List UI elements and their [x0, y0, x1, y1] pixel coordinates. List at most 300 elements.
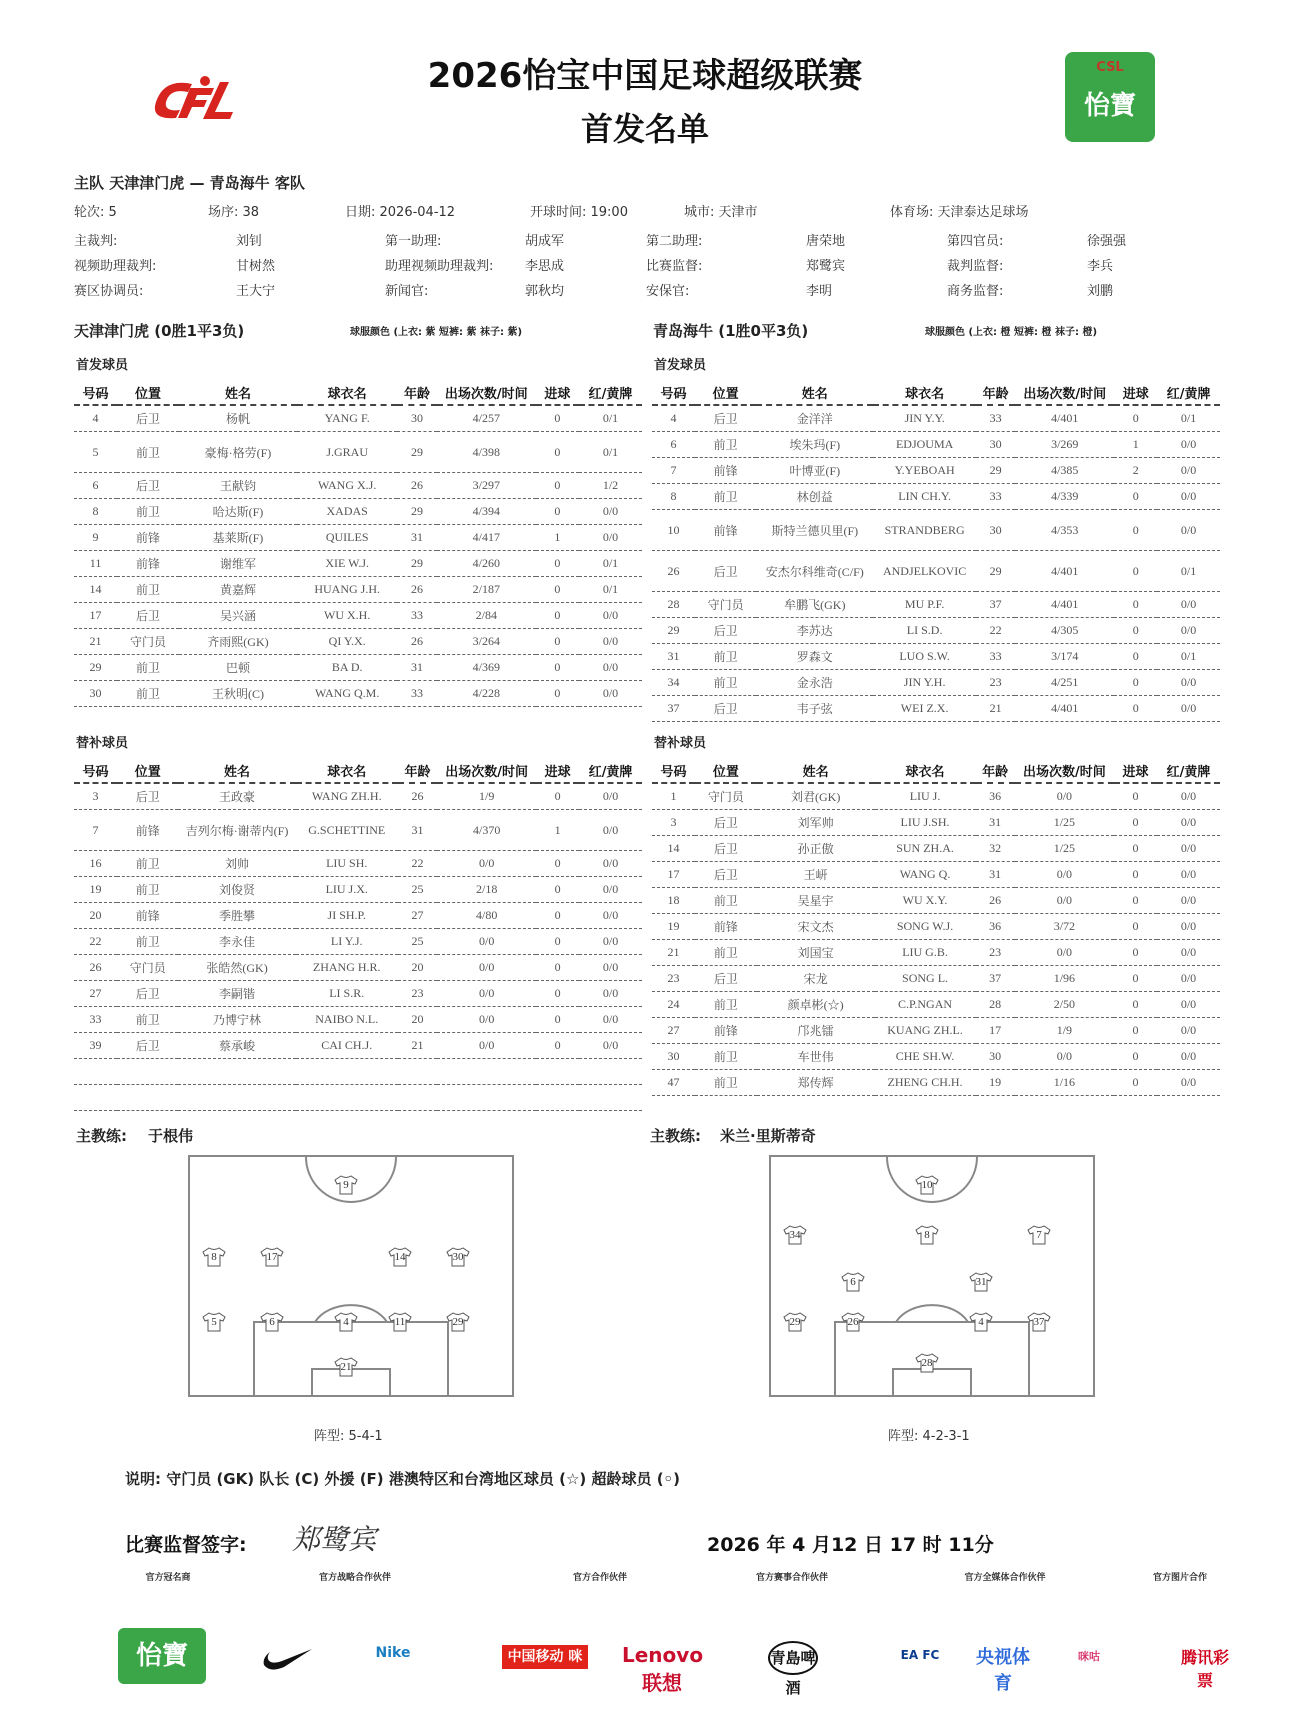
shirt-number: 7 — [1036, 1229, 1042, 1241]
official-label: 助理视频助理裁判: — [385, 259, 494, 274]
player-cell: 后卫 — [695, 551, 756, 592]
player-cell: 0/0 — [579, 1033, 642, 1059]
official-label: 第四官员: — [947, 234, 1004, 249]
player-cell: 后卫 — [695, 862, 757, 888]
player-cell: ANDJELKOVIC — [873, 551, 976, 592]
player-cell: QUILES — [297, 525, 397, 551]
sponsor-caption: 官方全媒体合作伙伴 — [964, 1573, 1046, 1583]
player-cell: 33 — [397, 603, 436, 629]
player-row — [74, 499, 642, 525]
player-row — [74, 405, 642, 432]
player-cell: J.GRAU — [297, 432, 397, 473]
player-cell: 3 — [74, 783, 117, 810]
player-cell: 3/72 — [1015, 914, 1114, 940]
player-cell: 0/0 — [1157, 862, 1220, 888]
player-shirt — [388, 1247, 412, 1267]
player-cell: 21 — [74, 629, 117, 655]
player-cell: 前卫 — [117, 877, 179, 903]
player-shirt — [783, 1225, 807, 1245]
player-cell: CHE SH.W. — [875, 1044, 976, 1070]
column-header: 球衣名 — [873, 380, 976, 405]
player-row — [74, 525, 642, 551]
column-header: 出场次数/时间 — [1015, 380, 1114, 405]
player-cell: 21 — [976, 696, 1015, 722]
home-starters-table — [74, 380, 642, 707]
player-cell: 齐雨熙(GK) — [179, 629, 297, 655]
column-header: 进球 — [1114, 758, 1157, 783]
phc-logo: 腾讯彩票 — [1180, 1648, 1229, 1690]
column-header: 位置 — [117, 380, 179, 405]
player-cell: 守门员 — [117, 955, 179, 981]
official-name: 李明 — [806, 284, 833, 299]
player-cell: 前卫 — [117, 499, 179, 525]
player-cell: 3/269 — [1015, 432, 1114, 458]
player-cell: 16 — [74, 851, 117, 877]
column-header: 进球 — [536, 758, 579, 783]
player-cell: NAIBO N.L. — [296, 1007, 398, 1033]
player-cell: 0 — [536, 955, 579, 981]
player-row — [652, 551, 1220, 592]
player-cell: 0 — [1114, 551, 1157, 592]
player-cell: 0 — [1114, 644, 1157, 670]
player-shirt — [1027, 1312, 1051, 1332]
player-cell: WANG X.J. — [297, 473, 397, 499]
player-cell: 7 — [652, 458, 695, 484]
column-header: 号码 — [74, 380, 117, 405]
player-row — [74, 577, 642, 603]
player-cell: 0/1 — [579, 551, 642, 577]
player-row — [652, 670, 1220, 696]
player-cell: 宋文杰 — [757, 914, 875, 940]
player-cell: 0/0 — [1157, 992, 1220, 1018]
player-cell: 后卫 — [695, 810, 757, 836]
player-cell: 前锋 — [695, 914, 757, 940]
player-shirt — [915, 1225, 939, 1245]
player-cell: 0/1 — [579, 405, 642, 432]
official-name: 甘树然 — [236, 259, 276, 274]
player-cell: 0/0 — [579, 877, 642, 903]
player-cell: 23 — [976, 670, 1015, 696]
player-cell: ZHENG CH.H. — [875, 1070, 976, 1096]
player-cell: 李嗣锴 — [178, 981, 295, 1007]
player-cell: 0/0 — [579, 903, 642, 929]
player-cell: 23 — [652, 966, 695, 992]
player-cell: 0/1 — [1157, 644, 1220, 670]
player-cell: ZHANG H.R. — [296, 955, 398, 981]
player-cell: 4/385 — [1015, 458, 1114, 484]
player-cell: 14 — [652, 836, 695, 862]
player-cell: 刘俊贤 — [178, 877, 295, 903]
player-shirt — [915, 1175, 939, 1195]
shirt-number: 14 — [394, 1251, 406, 1263]
player-cell: 30 — [976, 1044, 1015, 1070]
player-cell: 20 — [398, 1007, 437, 1033]
player-cell: 26 — [74, 955, 117, 981]
player-cell: 0/0 — [1157, 510, 1220, 551]
player-cell: 4/394 — [437, 499, 536, 525]
match-number: 场序: 38 — [208, 205, 260, 220]
player-cell: 19 — [652, 914, 695, 940]
player-cell: 4/339 — [1015, 484, 1114, 510]
player-cell: 23 — [976, 940, 1015, 966]
player-cell: 0 — [1114, 914, 1157, 940]
player-cell: 4/369 — [437, 655, 536, 681]
player-row — [652, 696, 1220, 722]
player-cell: 31 — [397, 655, 436, 681]
player-cell: 1 — [536, 810, 579, 851]
player-cell: 谢维军 — [179, 551, 297, 577]
player-cell: 前锋 — [695, 458, 756, 484]
shirt-number: 4 — [343, 1316, 349, 1328]
player-cell: 29 — [397, 499, 436, 525]
player-cell: 车世伟 — [757, 1044, 875, 1070]
sponsor-caption: 官方赛事合作伙伴 — [755, 1573, 828, 1583]
player-cell: 4/401 — [1015, 592, 1114, 618]
player-cell: 0 — [536, 681, 579, 707]
player-cell: 0/0 — [1157, 1044, 1220, 1070]
column-header: 进球 — [536, 380, 579, 405]
player-cell: 26 — [397, 629, 436, 655]
shirt-number: 5 — [211, 1316, 217, 1328]
column-header: 姓名 — [179, 380, 297, 405]
player-shirt — [783, 1312, 807, 1332]
player-cell: 27 — [74, 981, 117, 1007]
player-cell: 0/0 — [579, 955, 642, 981]
player-cell: 31 — [652, 644, 695, 670]
player-cell: 0/0 — [437, 1033, 536, 1059]
player-cell: 前卫 — [117, 681, 179, 707]
page-title: 2026怡宝中国足球超级联赛 — [427, 56, 863, 96]
player-cell: 0/0 — [437, 851, 536, 877]
signature-datetime: 2026 年 4 月12 日 17 时 11分 — [707, 1534, 994, 1556]
player-row — [74, 629, 642, 655]
column-header: 球衣名 — [296, 758, 398, 783]
player-cell: 豪梅·格劳(F) — [179, 432, 297, 473]
player-cell: 0 — [1114, 1044, 1157, 1070]
player-cell: 前卫 — [117, 432, 179, 473]
away-kit-colors: 球服颜色 (上衣: 橙 短裤: 橙 袜子: 橙) — [925, 327, 1098, 338]
column-header: 姓名 — [756, 380, 873, 405]
player-cell: 29 — [74, 655, 117, 681]
city: 城市: 天津市 — [684, 205, 758, 220]
player-cell: 8 — [652, 484, 695, 510]
shirt-number: 29 — [789, 1316, 801, 1328]
player-cell: 前卫 — [695, 1044, 757, 1070]
player-cell: 后卫 — [695, 836, 757, 862]
player-shirt — [202, 1247, 226, 1267]
player-cell: 0 — [536, 577, 579, 603]
player-cell: 0/0 — [1157, 484, 1220, 510]
column-header: 姓名 — [757, 758, 875, 783]
home-formation: 阵型: 5-4-1 — [314, 1429, 383, 1444]
player-cell: 1/96 — [1015, 966, 1114, 992]
shirt-number: 34 — [789, 1229, 801, 1241]
player-cell: 1 — [1114, 432, 1157, 458]
player-cell: 4/80 — [437, 903, 536, 929]
player-cell: 0/1 — [1157, 405, 1220, 432]
player-cell: 37 — [652, 696, 695, 722]
player-cell: 0 — [536, 783, 579, 810]
column-header: 红/黄牌 — [579, 758, 642, 783]
player-cell: 0/0 — [1157, 1018, 1220, 1044]
player-cell: 刘君(GK) — [757, 783, 875, 810]
column-header: 位置 — [117, 758, 179, 783]
player-cell: 4/260 — [437, 551, 536, 577]
official-label: 第一助理: — [385, 234, 442, 249]
player-cell: 季胜攀 — [178, 903, 295, 929]
player-cell: JIN Y.Y. — [873, 405, 976, 432]
match-teams: 主队 天津津门虎 — 青岛海牛 客队 — [74, 174, 305, 192]
player-cell: 0/0 — [579, 525, 642, 551]
player-cell: 0/0 — [579, 851, 642, 877]
player-cell: 0 — [536, 877, 579, 903]
player-cell: 29 — [976, 458, 1015, 484]
player-row — [652, 1070, 1220, 1096]
player-row — [652, 1018, 1220, 1044]
player-cell: 刘军帅 — [757, 810, 875, 836]
home-formation-pitch — [188, 1155, 514, 1397]
player-row — [74, 981, 642, 1007]
player-row — [74, 603, 642, 629]
player-cell: CAI CH.J. — [296, 1033, 398, 1059]
sponsor-caption: 官方战略合作伙伴 — [318, 1573, 391, 1583]
player-cell: 0 — [536, 929, 579, 955]
official-name: 郑鹭宾 — [806, 259, 846, 274]
player-cell: LI S.D. — [873, 618, 976, 644]
sponsor-caption: 官方合作伙伴 — [572, 1573, 627, 1583]
player-cell: LIU J. — [875, 783, 976, 810]
column-header: 年龄 — [397, 380, 436, 405]
official-label: 比赛监督: — [646, 259, 703, 274]
away-starters-label: 首发球员 — [654, 358, 707, 373]
migu-logo: 央视体育 — [976, 1647, 1030, 1694]
shirt-number: 11 — [394, 1316, 406, 1328]
player-cell: WANG Q. — [875, 862, 976, 888]
player-cell: 0/0 — [579, 981, 642, 1007]
player-cell: 0/0 — [1157, 966, 1220, 992]
player-cell: LI Y.J. — [296, 929, 398, 955]
player-cell: 前卫 — [695, 644, 756, 670]
player-cell: 李苏达 — [756, 618, 873, 644]
official-name: 徐强强 — [1087, 234, 1127, 249]
player-row — [652, 836, 1220, 862]
player-cell: 0/0 — [1015, 940, 1114, 966]
player-cell: 26 — [397, 473, 436, 499]
sponsor-caption: 官方冠名商 — [145, 1573, 191, 1583]
player-cell: 0 — [1114, 836, 1157, 862]
player-cell: 4/257 — [437, 405, 536, 432]
official-name: 刘鹏 — [1087, 284, 1114, 299]
player-cell: 孙正傲 — [757, 836, 875, 862]
player-row — [74, 810, 642, 851]
player-cell: 前锋 — [695, 510, 756, 551]
player-cell: XADAS — [297, 499, 397, 525]
player-cell: 0 — [536, 499, 579, 525]
player-row — [652, 510, 1220, 551]
player-cell: 王政豪 — [178, 783, 295, 810]
match-date: 日期: 2026-04-12 — [345, 205, 456, 220]
player-cell: 0 — [536, 1033, 579, 1059]
player-cell: 4/398 — [437, 432, 536, 473]
player-cell: 后卫 — [117, 783, 179, 810]
player-row — [74, 681, 642, 707]
player-cell: 后卫 — [695, 696, 756, 722]
player-cell: 7 — [74, 810, 117, 851]
player-cell: 30 — [74, 681, 117, 707]
player-cell: 26 — [652, 551, 695, 592]
player-row — [652, 458, 1220, 484]
player-cell: 0/0 — [1157, 458, 1220, 484]
player-shirt — [334, 1175, 358, 1195]
player-cell: 0 — [1114, 696, 1157, 722]
player-cell: 0/0 — [1157, 836, 1220, 862]
column-header: 红/黄牌 — [1157, 758, 1220, 783]
player-cell: 0/0 — [1157, 810, 1220, 836]
official-label: 新闻官: — [385, 284, 429, 299]
player-cell: 19 — [976, 1070, 1015, 1096]
player-cell: 安杰尔科维奇(C/F) — [756, 551, 873, 592]
player-cell: 吴星宇 — [757, 888, 875, 914]
player-cell: 王秋明(C) — [179, 681, 297, 707]
player-cell: G.SCHETTINE — [296, 810, 398, 851]
player-cell: 1/2 — [579, 473, 642, 499]
shirt-number: 37 — [1033, 1316, 1045, 1328]
player-cell: 前锋 — [117, 903, 179, 929]
column-header: 球衣名 — [297, 380, 397, 405]
player-cell: 吉列尔梅·谢蒂内(F) — [178, 810, 295, 851]
away-formation: 阵型: 4-2-3-1 — [888, 1429, 970, 1444]
player-cell: 33 — [397, 681, 436, 707]
player-cell: 0/0 — [1015, 862, 1114, 888]
player-cell: 0 — [1114, 405, 1157, 432]
player-cell: 0/0 — [1157, 670, 1220, 696]
player-cell: 9 — [74, 525, 117, 551]
player-cell: 1 — [652, 783, 695, 810]
player-cell: 0 — [1114, 1018, 1157, 1044]
player-cell: 1/16 — [1015, 1070, 1114, 1096]
player-shirt — [260, 1247, 284, 1267]
player-cell: 0/0 — [437, 981, 536, 1007]
player-cell: 2/18 — [437, 877, 536, 903]
player-cell: 4 — [74, 405, 117, 432]
player-shirt — [841, 1272, 865, 1292]
player-cell: 22 — [74, 929, 117, 955]
player-cell: 33 — [74, 1007, 117, 1033]
round: 轮次: 5 — [74, 205, 117, 220]
player-cell: 3/297 — [437, 473, 536, 499]
player-cell: 22 — [976, 618, 1015, 644]
official-label: 商务监督: — [947, 284, 1004, 299]
player-cell: WU X.H. — [297, 603, 397, 629]
player-cell: 21 — [398, 1033, 437, 1059]
player-cell: 30 — [976, 432, 1015, 458]
player-row — [74, 655, 642, 681]
official-label: 主裁判: — [74, 234, 118, 249]
player-cell: LIU SH. — [296, 851, 398, 877]
player-cell: 0/0 — [579, 681, 642, 707]
player-cell: 前锋 — [117, 525, 179, 551]
shirt-number: 26 — [847, 1316, 859, 1328]
player-cell: 0/0 — [579, 629, 642, 655]
player-cell: 1/9 — [437, 783, 536, 810]
column-header: 进球 — [1114, 380, 1157, 405]
player-cell: 37 — [976, 592, 1015, 618]
away-team-name: 青岛海牛 (1胜0平3负) — [653, 322, 809, 340]
player-shirt — [969, 1312, 993, 1332]
nike-logo — [262, 1645, 314, 1675]
player-cell: LIU J.X. — [296, 877, 398, 903]
player-cell: 20 — [74, 903, 117, 929]
player-cell: 18 — [652, 888, 695, 914]
away-coach-label: 主教练: — [650, 1127, 701, 1145]
column-header: 出场次数/时间 — [437, 758, 536, 783]
player-cell: 前锋 — [117, 551, 179, 577]
player-cell: 39 — [74, 1033, 117, 1059]
player-cell: 前锋 — [117, 810, 179, 851]
player-cell: 17 — [652, 862, 695, 888]
player-row — [74, 473, 642, 499]
page-subtitle: 首发名单 — [580, 110, 709, 148]
player-cell: 0 — [1114, 992, 1157, 1018]
player-shirt — [969, 1272, 993, 1292]
player-cell: 31 — [976, 862, 1015, 888]
player-cell: 0/0 — [1157, 940, 1220, 966]
player-cell: 0 — [536, 603, 579, 629]
player-cell: 0 — [536, 432, 579, 473]
player-cell: 前卫 — [117, 577, 179, 603]
player-cell: 哈达斯(F) — [179, 499, 297, 525]
player-cell: 前卫 — [695, 1070, 757, 1096]
player-cell: 3/264 — [437, 629, 536, 655]
player-row — [652, 484, 1220, 510]
player-cell: 14 — [74, 577, 117, 603]
player-cell: 林创益 — [756, 484, 873, 510]
player-shirt — [334, 1357, 358, 1377]
shirt-number: 30 — [452, 1251, 464, 1263]
player-cell: 0/0 — [1015, 1044, 1114, 1070]
player-cell: 前卫 — [117, 1007, 179, 1033]
player-cell: 4/401 — [1015, 696, 1114, 722]
player-cell: 0 — [1114, 810, 1157, 836]
player-cell: 金永浩 — [756, 670, 873, 696]
player-cell: 27 — [398, 903, 437, 929]
player-cell: 0 — [1114, 510, 1157, 551]
player-cell: 后卫 — [695, 405, 756, 432]
player-cell: 后卫 — [117, 473, 179, 499]
player-cell: 前锋 — [695, 1018, 757, 1044]
player-cell: 4/353 — [1015, 510, 1114, 551]
official-label: 视频助理裁判: — [74, 259, 157, 274]
player-row — [74, 929, 642, 955]
player-cell: 0/1 — [579, 432, 642, 473]
player-row — [652, 810, 1220, 836]
player-cell: 黄嘉辉 — [179, 577, 297, 603]
player-cell: 25 — [398, 929, 437, 955]
player-cell: 0/0 — [1157, 783, 1220, 810]
column-header: 年龄 — [976, 758, 1015, 783]
player-row — [652, 862, 1220, 888]
player-row — [74, 783, 642, 810]
player-cell: 0 — [1114, 888, 1157, 914]
player-cell: 36 — [976, 914, 1015, 940]
player-shirt — [841, 1312, 865, 1332]
shirt-number: 9 — [343, 1179, 349, 1191]
player-row — [652, 914, 1220, 940]
player-cell: 31 — [398, 810, 437, 851]
player-cell: SUN ZH.A. — [875, 836, 976, 862]
home-starters-label: 首发球员 — [76, 358, 129, 373]
player-cell: 17 — [976, 1018, 1015, 1044]
